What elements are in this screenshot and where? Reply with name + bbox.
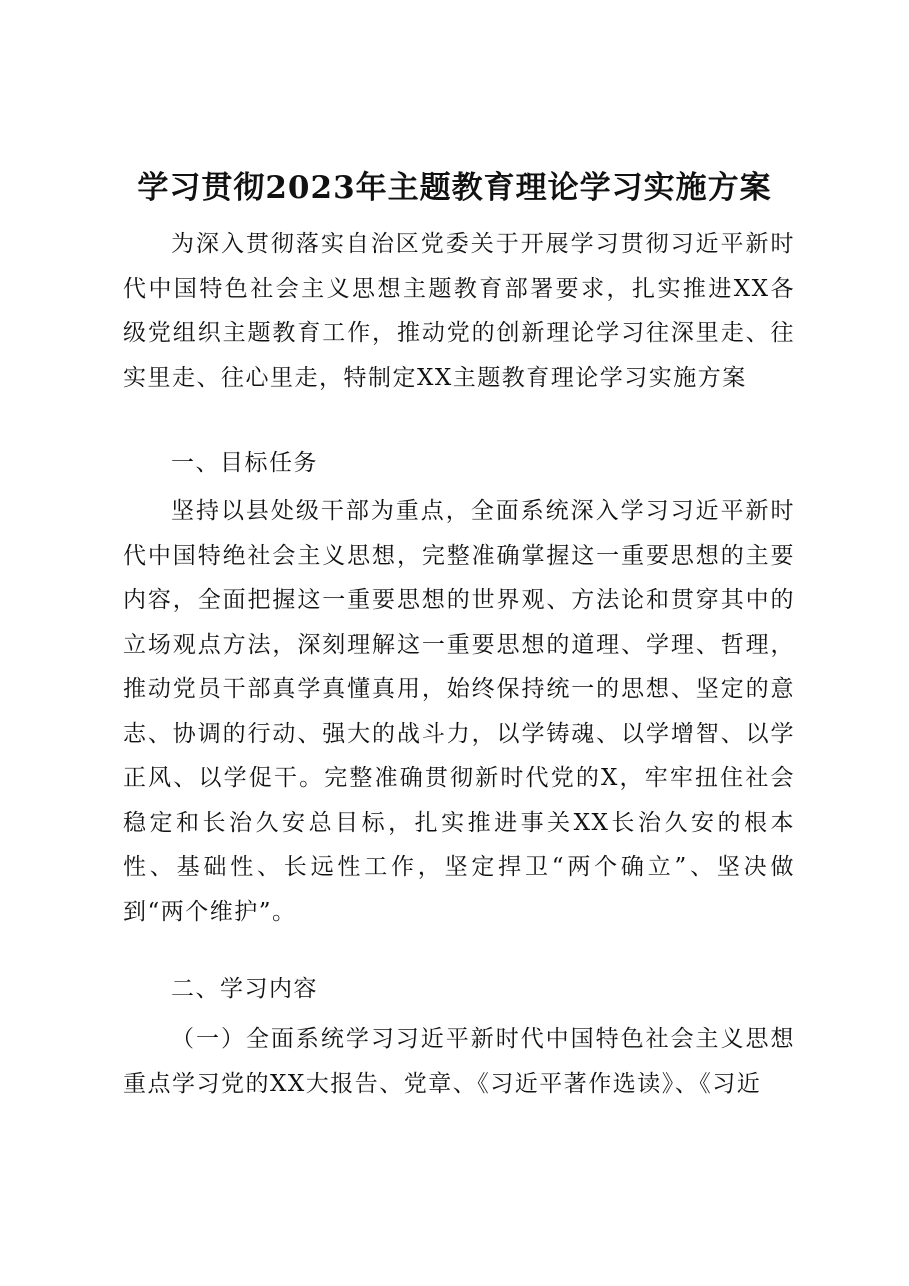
section-heading-goals: 一、目标任务	[171, 450, 318, 476]
content-paragraph: （一）全面系统学习习近平新时代中国特色社会主义思想重点学习党的XX大报告、党章、《习近平著作选读》、《习近	[123, 1026, 795, 1097]
intro-paragraph: 为深入贯彻落实自治区党委关于开展学习贯彻习近平新时代中国特色社会主义思想主题教育部署要求，扎实推进XX各级党组织主题教育工作，推动党的创新理论学习往深里走、往实里走、往心里走，特制定XX主题教育理论学习实施方案	[123, 231, 795, 391]
document-title: 学习贯彻2023年主题教育理论学习实施方案	[137, 170, 772, 206]
goals-paragraph: 坚持以县处级干部为重点，全面系统深入学习习近平新时代中国特绝社会主义思想，完整准确掌握这一重要思想的主要内容，全面把握这一重要思想的世界观、方法论和贯穿其中的立场观点方法，深刻理解这一重要思想的道理、学理、哲理，推动党员干部真学真懂真用，始终保持统一的思想、坚定的意志、协调的行动、强大的战斗力，以学铸魂、以学增智、以学正风、以学促干。完整准确贯彻新时代党的X，牢牢扭住社会稳定和长治久安总目标，扎实推进事关XX长治久安的根本性、基础性、长远性工作，坚定捍卫“两个确立”、坚决做到“两个维护”。	[123, 498, 795, 925]
section-heading-content: 二、学习内容	[171, 976, 318, 1002]
